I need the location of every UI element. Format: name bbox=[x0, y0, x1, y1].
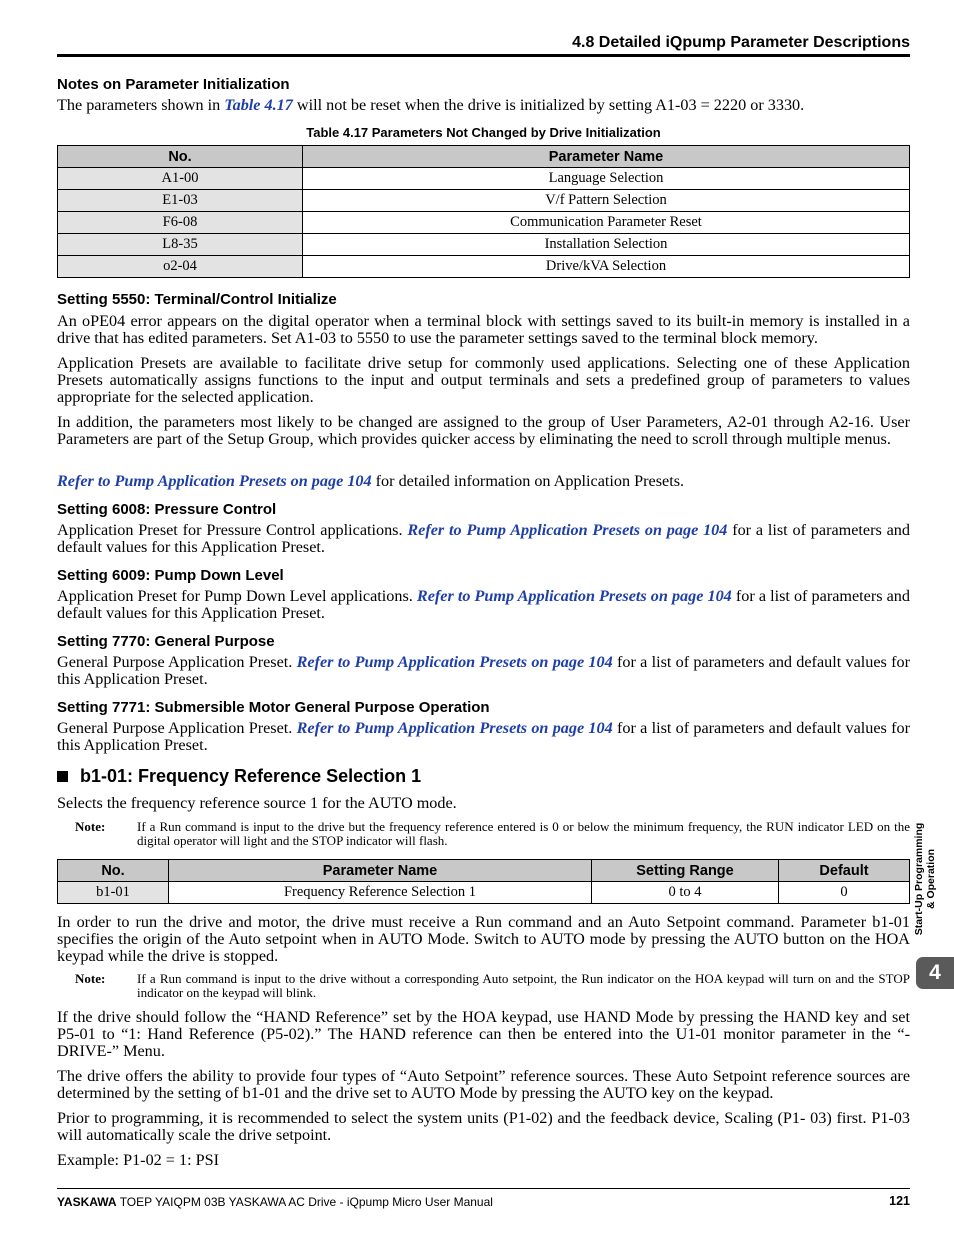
col-header-setting-range: Setting Range bbox=[592, 860, 779, 882]
cell-no: o2-04 bbox=[58, 256, 303, 278]
table-4-17-link[interactable]: Table 4.17 bbox=[224, 96, 293, 114]
cell-name: V/f Pattern Selection bbox=[303, 190, 910, 212]
cell-name: Communication Parameter Reset bbox=[303, 212, 910, 234]
cell-no: E1-03 bbox=[58, 190, 303, 212]
s6009-paragraph: Application Preset for Pump Down Level applications. Refer to Pump Application Presets on page 104 for a list of parameters and default values for this Application Preset. bbox=[57, 587, 910, 622]
footer-doc-title: YASKAWA TOEP YAIQPM 03B YASKAWA AC Drive - iQpump Micro User Manual bbox=[57, 1195, 493, 1209]
b1-01-table bbox=[57, 859, 910, 904]
table-row bbox=[58, 212, 910, 234]
presets-link[interactable]: Refer to Pump Application Presets on page 104 bbox=[57, 472, 372, 490]
note-label: Note: bbox=[75, 971, 106, 986]
cell-no: A1-00 bbox=[58, 168, 303, 190]
b1-01-hand-paragraph: If the drive should follow the “HAND Reference” set by the HOA keypad, use HAND Mode by pressing the HAND key and set P5-01 to “1: Hand Reference (P5-02).” The HAND reference can then be entered into the U1-01 monitor parameter in the “-DRIVE-” Menu. bbox=[57, 1008, 910, 1060]
cell-no: F6-08 bbox=[58, 212, 303, 234]
b1-01-example: Example: P1-02 = 1: PSI bbox=[57, 1151, 220, 1169]
cell-name: Frequency Reference Selection 1 bbox=[169, 882, 592, 904]
cell-no: L8-35 bbox=[58, 234, 303, 256]
s7770-heading: Setting 7770: General Purpose bbox=[57, 633, 275, 650]
b1-01-intro: Selects the frequency reference source 1 for the AUTO mode. bbox=[57, 794, 457, 812]
s6008-paragraph: Application Preset for Pressure Control applications. Refer to Pump Application Presets on page 104 for a list of parameters and default values for this Application Preset. bbox=[57, 521, 910, 556]
col-header-no: No. bbox=[58, 146, 303, 168]
s5550-paragraph-3: In addition, the parameters most likely to be changed are assigned to the group of User Parameters, A2-01 through A2-16. User Parameters are part of the Setup Group, which provides quicker access by eliminating the need to scroll through multiple menus. bbox=[57, 413, 910, 448]
col-header-default: Default bbox=[779, 860, 910, 882]
col-header-parameter-name: Parameter Name bbox=[303, 146, 910, 168]
s7771-heading: Setting 7771: Submersible Motor General Purpose Operation bbox=[57, 699, 490, 716]
table-row bbox=[58, 256, 910, 278]
presets-link[interactable]: Refer to Pump Application Presets on page 104 bbox=[296, 719, 613, 737]
s5550-paragraph-1: An oPE04 error appears on the digital operator when a terminal block with settings saved to its built-in memory is installed in a drive that has edited parameters. Set A1-03 to 5550 to use the parameter settings saved to the terminal block memory. bbox=[57, 312, 910, 347]
chapter-tab: 4 bbox=[916, 957, 954, 989]
s7771-paragraph: General Purpose Application Preset. Refer to Pump Application Presets on page 104 for a list of parameters and default values for this Application Preset. bbox=[57, 719, 910, 754]
s6008-heading: Setting 6008: Pressure Control bbox=[57, 501, 277, 518]
notes-init-heading: Notes on Parameter Initialization bbox=[57, 76, 290, 93]
cell-no: b1-01 bbox=[58, 882, 169, 904]
note-text: If a Run command is input to the drive without a corresponding Auto setpoint, the Run indicator on the HOA keypad will turn on and the STOP indicator on the keypad will blink. bbox=[137, 971, 910, 1000]
footer-brand: YASKAWA bbox=[57, 1195, 117, 1209]
s5550-paragraph-4: Refer to Pump Application Presets on page 104 for detailed information on Application Presets. bbox=[57, 472, 685, 490]
presets-link[interactable]: Refer to Pump Application Presets on page 104 bbox=[407, 521, 728, 539]
cell-name: Drive/kVA Selection bbox=[303, 256, 910, 278]
cell-default: 0 bbox=[779, 882, 910, 904]
table-4-17-caption: Table 4.17 Parameters Not Changed by Drive Initialization bbox=[306, 125, 661, 140]
note-label: Note: bbox=[75, 819, 106, 834]
cell-name: Installation Selection bbox=[303, 234, 910, 256]
page-number: 121 bbox=[889, 1194, 910, 1208]
header-title: 4.8 Detailed iQpump Parameter Descriptions bbox=[572, 34, 910, 51]
table-4-17 bbox=[57, 145, 910, 278]
presets-link[interactable]: Refer to Pump Application Presets on page 104 bbox=[296, 653, 613, 671]
s7770-paragraph: General Purpose Application Preset. Refer to Pump Application Presets on page 104 for a list of parameters and default values for this Application Preset. bbox=[57, 653, 910, 688]
note-text: If a Run command is input to the drive but the frequency reference entered is 0 or below the minimum frequency, the RUN indicator LED on the digital operator will light and the STOP indicator will flash. bbox=[137, 819, 910, 848]
s5550-heading: Setting 5550: Terminal/Control Initialize bbox=[57, 291, 337, 308]
table-row bbox=[58, 234, 910, 256]
s5550-paragraph-2: Application Presets are available to facilitate drive setup for commonly used applications. Selecting one of these Application Presets automatically assigns functions to the input and output terminals and sets a predefined group of parameters to values appropriate for the selected application. bbox=[57, 354, 910, 406]
presets-link[interactable]: Refer to Pump Application Presets on page 104 bbox=[416, 587, 732, 605]
table-row bbox=[58, 190, 910, 212]
cell-range: 0 to 4 bbox=[592, 882, 779, 904]
table-row bbox=[58, 168, 910, 190]
col-header-parameter-name: Parameter Name bbox=[169, 860, 592, 882]
b1-01-prior-paragraph: Prior to programming, it is recommended to select the system units (P1-02) and the feedback device, Scaling (P1- 03) first. P1-03 will automatically scale the drive setpoint. bbox=[57, 1109, 910, 1144]
b1-01-run-paragraph: In order to run the drive and motor, the drive must receive a Run command and an Auto Setpoint command. Parameter b1-01 specifies the origin of the Auto setpoint when in AUTO Mode. Switch to AUTO mode by pressing the AUTO button on the HOA keypad while the drive is stopped. bbox=[57, 913, 910, 965]
square-bullet-icon bbox=[57, 771, 68, 782]
col-header-no: No. bbox=[58, 860, 169, 882]
cell-name: Language Selection bbox=[303, 168, 910, 190]
header-rule bbox=[57, 54, 910, 57]
s6009-heading: Setting 6009: Pump Down Level bbox=[57, 567, 284, 584]
b1-01-heading: b1-01: Frequency Reference Selection 1 bbox=[57, 766, 421, 787]
table-row bbox=[58, 882, 910, 904]
b1-01-four-types-paragraph: The drive offers the ability to provide four types of “Auto Setpoint” reference sources. These Auto Setpoint reference sources are determined by the setting of b1-01 and the drive set to AUTO Mode by pressing the AUTO key on the keypad. bbox=[57, 1067, 910, 1102]
chapter-sidebar-label: Start-Up Programming & Operation bbox=[913, 822, 937, 936]
notes-init-text: The parameters shown in Table 4.17 will not be reset when the drive is initialized by setting A1-03 = 2220 or 3330. bbox=[57, 96, 805, 114]
footer-rule bbox=[57, 1188, 910, 1189]
